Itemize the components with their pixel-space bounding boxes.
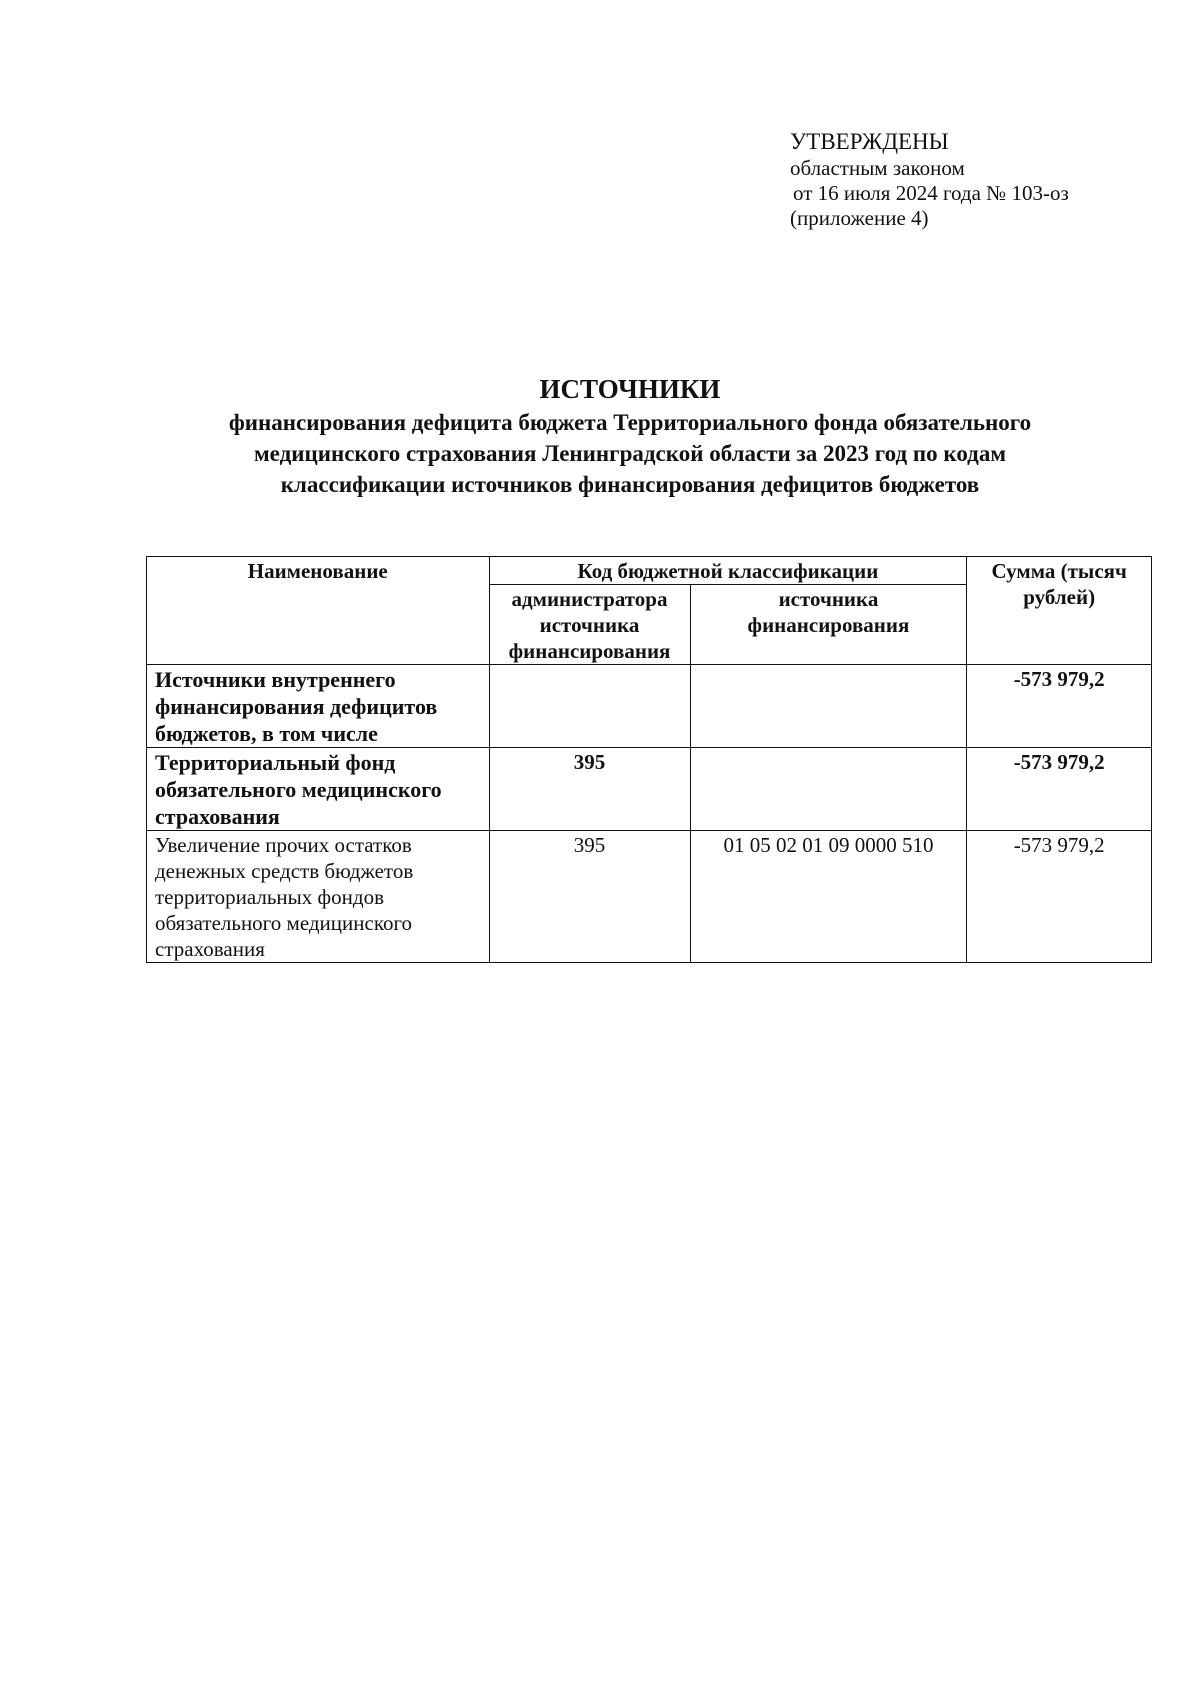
row-sum: -573 979,2 [967, 748, 1152, 831]
row-admin-code: 395 [489, 831, 690, 963]
table-row [147, 748, 1152, 831]
row-source-code: 01 05 02 01 09 0000 510 [690, 831, 967, 963]
approval-stamp [790, 128, 1170, 231]
title-line-3: классификации источников финансирования дефицитов бюджетов [280, 472, 980, 497]
row-admin-code: 395 [489, 748, 690, 831]
sources-table [146, 556, 1152, 963]
row-source-code [690, 748, 967, 831]
approval-heading: УТВЕРЖДЕНЫ [790, 129, 949, 154]
title-line-2: медицинского страхования Ленинградской области за 2023 год по кодам [254, 441, 1006, 466]
header-admin: администратора источника финансирования [489, 585, 690, 665]
header-sum: Сумма (тысяч рублей) [967, 557, 1152, 665]
approval-law: областным законом [790, 156, 965, 180]
table-row [147, 831, 1152, 963]
row-name: Источники внутреннего финансирования дефицитов бюджетов, в том числе [147, 665, 490, 748]
row-sum: -573 979,2 [967, 665, 1152, 748]
header-code-group: Код бюджетной классификации [489, 557, 967, 585]
approval-date: от 16 июля 2024 года № 103-оз [793, 181, 1069, 205]
document-title [140, 372, 1120, 499]
title-main: ИСТОЧНИКИ [539, 374, 721, 404]
row-source-code [690, 665, 967, 748]
header-name: Наименование [147, 557, 490, 665]
title-line-1: финансирования дефицита бюджета Территориального фонда обязательного [228, 410, 1032, 435]
row-sum: -573 979,2 [967, 831, 1152, 963]
row-name: Увеличение прочих остатков денежных средств бюджетов территориальных фондов обязательного медицинского страхования [147, 831, 490, 963]
row-name: Территориальный фонд обязательного медицинского страхования [147, 748, 490, 831]
header-source: источника финансирования [690, 585, 967, 665]
row-admin-code [489, 665, 690, 748]
approval-appendix: (приложение 4) [790, 206, 929, 230]
table-row [147, 665, 1152, 748]
